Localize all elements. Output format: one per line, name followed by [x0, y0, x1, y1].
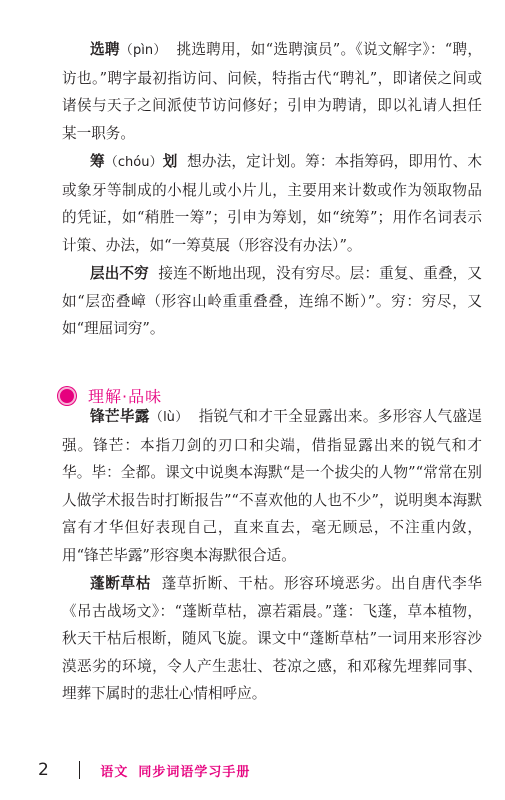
entry-xuanpin	[62, 36, 482, 147]
book-subject: 语文	[100, 764, 129, 780]
entry-term: 蓬断草枯	[90, 575, 152, 592]
entry-text: 指锐气和才干全显露出来。多形容人气盛逞强。锋芒：本指刀剑的刃口和尖端，借指显露出来的锐气和才华。毕：全都。课文中说奥本海默“是一个拔尖的人物”“常常在别人做学术报告时打断报告”“不喜欢他的人也不少”，说明奥本海默富有才华但好表现自己，直来直去，毫无顾忌，不注重内敛，用“锋芒毕露”形容奥本海默很合适。	[62, 408, 482, 564]
page-footer	[38, 760, 260, 780]
entry-text: 蓬草折断、干枯。形容环境恶劣。出自唐代李华《吊古战场文》：“蓬断草枯，凛若霜晨。”蓬：飞蓬，草本植物，秋天干枯后根断，随风飞旋。课文中“蓬断草枯”一词用来形容沙漠恶劣的环境，令人产生悲壮、苍凉之感，和邓稼先埋葬同事、埋葬下属时的悲壮心情相呼应。	[62, 575, 482, 703]
section-title: 理解·品味	[88, 387, 163, 406]
entry-pinyin: （lù）	[149, 410, 189, 425]
entry-pinyin: （pìn）	[119, 43, 167, 58]
bullet-circle-icon	[58, 387, 76, 405]
entry-pengduancaoku	[62, 570, 482, 708]
book-title	[100, 761, 260, 780]
entry-chouhua	[62, 148, 482, 259]
entry-text: 想办法，定计划。筹：本指筹码，即用竹、木或象牙等制成的小棍儿或小片儿，主要用来计数或作为领取物品的凭证，如“稍胜一筹”；引申为筹划，如“统筹”；用作名词表示计策、办法，如“一筹莫展（形容没有办法）”。	[62, 153, 482, 254]
entry-term-suffix: 划	[162, 153, 178, 170]
entry-paragraph	[62, 148, 482, 259]
entry-term: 锋芒毕露	[90, 408, 150, 425]
entry-paragraph	[62, 403, 482, 570]
entry-paragraph	[62, 570, 482, 708]
entry-term: 层出不穷	[90, 265, 149, 282]
entry-text: 挑选聘用，如“选聘演员”。《说文解字》：“聘，访也。”聘字最初指访问、问候，特指古代“聘礼”，即诸侯之间或诸侯与天子之间派使节访问修好；引申为聘请，即以礼请人担任某一职务。	[62, 41, 482, 142]
entry-pinyin: （chóu）	[104, 155, 163, 170]
entry-term: 选聘	[90, 41, 120, 58]
entry-paragraph	[62, 36, 482, 147]
entry-term: 筹	[90, 153, 105, 170]
entry-paragraph	[62, 260, 482, 343]
entry-text: 接连不断地出现，没有穷尽。层：重复、重叠，又如“层峦叠嶂（形容山岭重重叠叠，连绵不断）”。穷：穷尽，又如“理屈词穷”。	[62, 265, 482, 338]
entry-fengmangbilu	[62, 403, 482, 570]
page-number: 2	[38, 760, 49, 780]
footer-divider	[79, 761, 81, 779]
entry-cengchubuqiong	[62, 260, 482, 343]
book-name: 同步词语学习手册	[138, 764, 251, 780]
